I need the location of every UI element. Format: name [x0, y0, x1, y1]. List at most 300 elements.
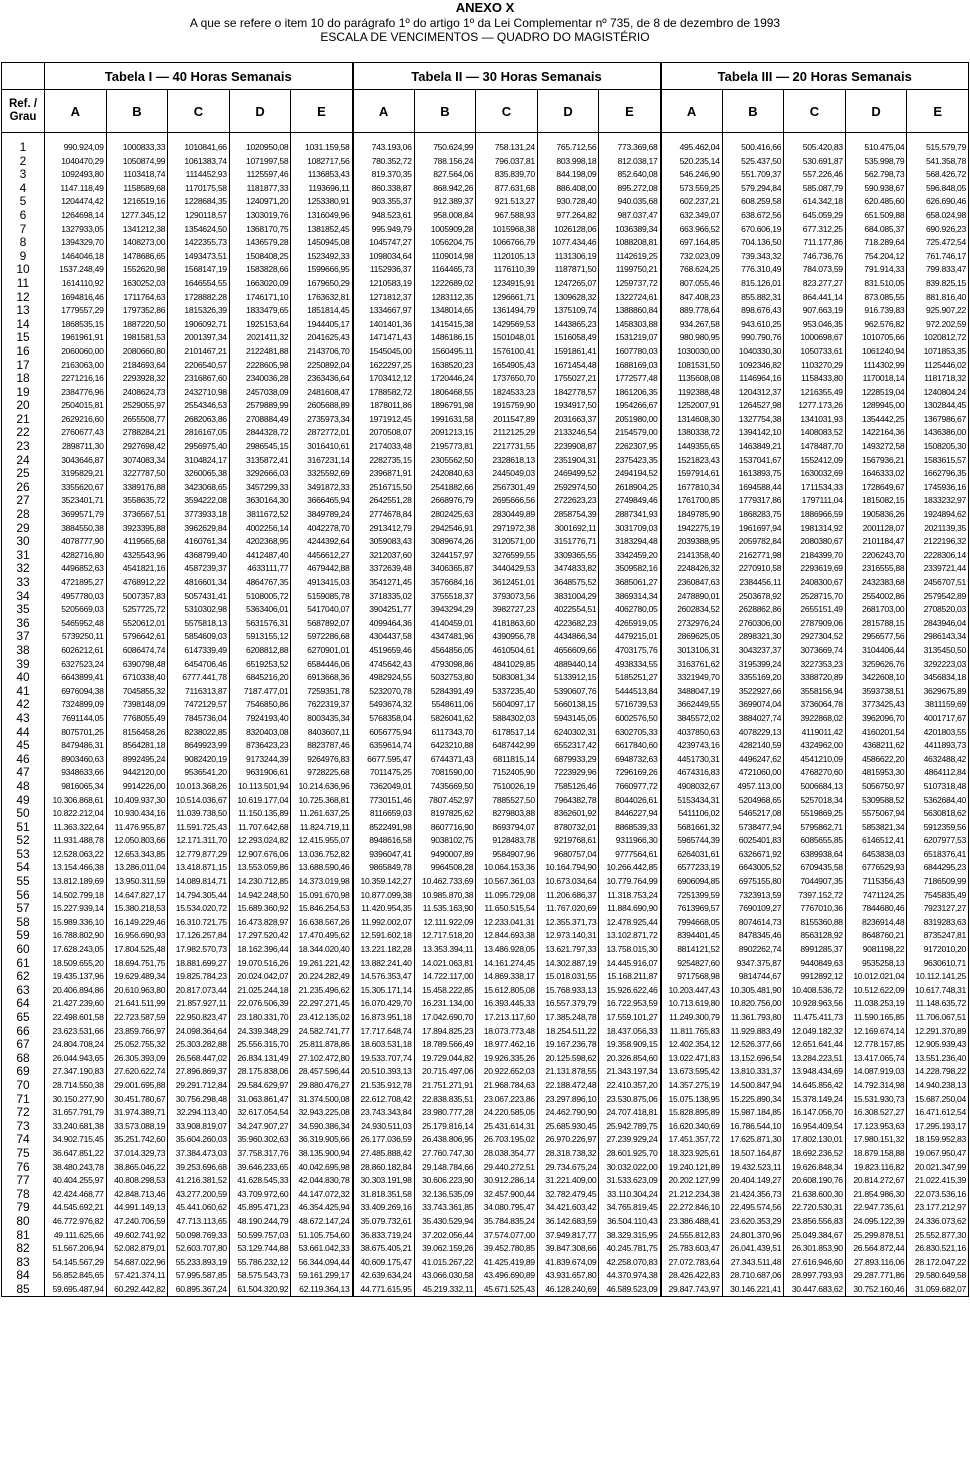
salary-cell: 4434866,34 — [537, 630, 599, 644]
salary-cell: 5738477,94 — [722, 821, 784, 835]
group-header-tabela-1: Tabela I — 40 Horas Semanais — [45, 63, 353, 90]
salary-cell: 10.877.099,38 — [353, 889, 415, 903]
salary-cell: 2101467,21 — [168, 345, 230, 359]
grade-cell: 19 — [2, 386, 45, 400]
salary-cell: 23.623.531,66 — [45, 1025, 107, 1039]
salary-cell: 29.734.675,24 — [537, 1161, 599, 1175]
grade-cell: 58 — [2, 916, 45, 930]
salary-cell: 3831004,29 — [537, 590, 599, 604]
grade-cell: 60 — [2, 943, 45, 957]
salary-cell: 4768270,60 — [784, 766, 846, 780]
salary-cell: 1906092,71 — [168, 318, 230, 332]
grade-cell: 6 — [2, 209, 45, 223]
salary-cell: 1471471,43 — [353, 331, 415, 345]
salary-cell: 49.111.625,66 — [45, 1229, 107, 1243]
salary-cell: 4982924,55 — [353, 671, 415, 685]
salary-cell: 1638520,23 — [414, 359, 476, 373]
column-header: D — [845, 90, 907, 133]
salary-cell: 54.145.567,29 — [45, 1256, 107, 1270]
salary-cell: 28.426.422,83 — [661, 1269, 723, 1283]
salary-cell: 60.895.367,24 — [168, 1283, 230, 1297]
salary-cell: 8394401,45 — [661, 929, 723, 943]
salary-cell: 3423068,65 — [168, 481, 230, 495]
grade-cell: 22 — [2, 426, 45, 440]
salary-cell: 2080380,67 — [784, 535, 846, 549]
salary-cell: 33.743.361,85 — [414, 1201, 476, 1215]
salary-cell: 847.408,23 — [661, 291, 723, 305]
grade-cell: 50 — [2, 807, 45, 821]
salary-cell: 1797111,04 — [784, 494, 846, 508]
salary-cell: 30.606.223,90 — [414, 1174, 476, 1188]
salary-cell: 10.822.212,04 — [45, 807, 107, 821]
salary-cell: 3793073,56 — [476, 590, 538, 604]
salary-cell: 768.624,25 — [661, 263, 723, 277]
salary-cell: 2898321,30 — [722, 630, 784, 644]
salary-cell: 8564281,18 — [106, 739, 168, 753]
column-header: D — [537, 90, 599, 133]
table-row — [2, 133, 969, 155]
salary-cell: 34.765.819,45 — [599, 1201, 661, 1215]
salary-cell: 3074083,34 — [106, 454, 168, 468]
salary-cell: 45.441.060,62 — [168, 1201, 230, 1215]
salary-cell: 1991631,58 — [414, 413, 476, 427]
salary-cell: 9865849,78 — [353, 861, 415, 875]
salary-cell: 11.476.955,87 — [106, 821, 168, 835]
grade-cell: 32 — [2, 562, 45, 576]
salary-cell: 22.950.823,47 — [168, 1011, 230, 1025]
salary-cell: 1552620,98 — [106, 263, 168, 277]
salary-cell: 1289945,00 — [845, 399, 907, 413]
salary-cell: 2051980,00 — [599, 413, 661, 427]
salary-cell: 40.404.255,97 — [45, 1174, 107, 1188]
salary-cell: 30.150.277,90 — [45, 1093, 107, 1107]
salary-cell: 21.638.600,30 — [784, 1188, 846, 1202]
salary-cell: 12.526.377,66 — [722, 1038, 784, 1052]
salary-cell: 1388860,84 — [599, 304, 661, 318]
salary-cell: 5337235,40 — [476, 685, 538, 699]
salary-cell: 7296169,26 — [599, 766, 661, 780]
salary-cell: 10.164.794,90 — [537, 861, 599, 875]
salary-cell: 7994668,05 — [661, 916, 723, 930]
salary-cell: 4721895,27 — [45, 576, 107, 590]
salary-cell: 8362601,92 — [537, 807, 599, 821]
salary-cell: 44.370.974,38 — [599, 1269, 661, 1283]
salary-cell: 4001717,67 — [907, 712, 969, 726]
column-header: C — [168, 90, 230, 133]
salary-cell: 5854609,03 — [168, 630, 230, 644]
column-header: C — [476, 90, 538, 133]
salary-cell: 1253380,91 — [291, 195, 353, 209]
salary-cell: 5232070,78 — [353, 685, 415, 699]
salary-cell: 510.475,04 — [845, 133, 907, 155]
salary-cell: 12.717.518,20 — [414, 929, 476, 943]
salary-cell: 4140459,01 — [414, 617, 476, 631]
salary-cell: 24.582.741,77 — [291, 1025, 353, 1039]
salary-cell: 903.355,37 — [353, 195, 415, 209]
salary-cell: 16.070.429,70 — [353, 997, 415, 1011]
salary-cell: 21.857.927,11 — [168, 997, 230, 1011]
salary-cell: 4160201,54 — [845, 726, 907, 740]
salary-cell: 697.164,85 — [661, 236, 723, 250]
grade-cell: 14 — [2, 318, 45, 332]
salary-cell: 19.823.116,82 — [845, 1161, 907, 1175]
table-row — [2, 1052, 969, 1066]
grade-cell: 37 — [2, 630, 45, 644]
grade-cell: 29 — [2, 522, 45, 536]
salary-cell: 4957780,03 — [45, 590, 107, 604]
column-header: E — [599, 90, 661, 133]
grade-cell: 59 — [2, 929, 45, 943]
salary-cell: 8736423,23 — [229, 739, 291, 753]
salary-cell: 25.049.384,67 — [784, 1229, 846, 1243]
column-header: D — [229, 90, 291, 133]
salary-cell: 5943145,05 — [537, 712, 599, 726]
salary-cell: 6577233,19 — [661, 861, 723, 875]
salary-cell: 25.179.816,14 — [414, 1120, 476, 1134]
salary-cell: 5826041,62 — [414, 712, 476, 726]
salary-cell: 2408300,67 — [784, 576, 846, 590]
salary-cell: 1045747,27 — [353, 236, 415, 250]
salary-cell: 827.564,06 — [414, 168, 476, 182]
salary-cell: 4519659,46 — [353, 644, 415, 658]
salary-cell: 2112125,29 — [476, 426, 538, 440]
salary-cell: 11.363.322,64 — [45, 821, 107, 835]
salary-cell: 15.018.031,55 — [537, 970, 599, 984]
salary-cell: 684.085,37 — [845, 223, 907, 237]
salary-cell: 2059782,84 — [722, 535, 784, 549]
salary-cell: 10.203.447,43 — [661, 984, 723, 998]
grade-cell: 63 — [2, 984, 45, 998]
salary-cell: 46.354.425,94 — [291, 1201, 353, 1215]
salary-cell: 3259626,76 — [845, 658, 907, 672]
salary-cell: 1944405,17 — [291, 318, 353, 332]
salary-cell: 2986545,15 — [229, 440, 291, 454]
salary-cell: 3104824,17 — [168, 454, 230, 468]
salary-cell: 3372639,48 — [353, 562, 415, 576]
salary-cell: 6026212,61 — [45, 644, 107, 658]
salary-cell: 16.873.951,18 — [353, 1011, 415, 1025]
salary-cell: 6240302,31 — [537, 726, 599, 740]
salary-cell: 1216519,16 — [106, 195, 168, 209]
salary-cell: 602.237,21 — [661, 195, 723, 209]
salary-cell: 17.470.495,62 — [291, 929, 353, 943]
salary-cell: 13.417.065,74 — [845, 1052, 907, 1066]
salary-cell: 3309365,55 — [537, 549, 599, 563]
salary-cell: 17.894.825,23 — [414, 1025, 476, 1039]
salary-cell: 2340036,28 — [229, 372, 291, 386]
salary-cell: 45.895.471,23 — [229, 1201, 291, 1215]
salary-cell: 45.219.332,11 — [414, 1283, 476, 1297]
table-row — [2, 318, 969, 332]
salary-cell: 2760677,43 — [45, 426, 107, 440]
salary-cell: 47.713.113,65 — [168, 1215, 230, 1229]
salary-cell: 2091213,15 — [414, 426, 476, 440]
salary-cell: 1061383,74 — [168, 155, 230, 169]
salary-cell: 5363406,01 — [229, 603, 291, 617]
annex-subtitle: A que se refere o item 10 do parágrafo 1º do artigo 1º da Lei Complementar nº 735, de 8 de dezembro de 1993 — [189, 15, 781, 30]
grade-cell: 9 — [2, 250, 45, 264]
salary-cell: 11.992.002,07 — [353, 916, 415, 930]
salary-cell: 7545835,49 — [907, 889, 969, 903]
salary-cell: 12.171.311,70 — [168, 834, 230, 848]
salary-cell: 1077.434,46 — [537, 236, 599, 250]
salary-cell: 6744371,43 — [414, 753, 476, 767]
salary-cell: 18.437.056,33 — [599, 1025, 661, 1039]
salary-cell: 1531219,07 — [599, 331, 661, 345]
salary-cell: 2162771,98 — [722, 549, 784, 563]
salary-cell: 2363436,64 — [291, 372, 353, 386]
salary-cell: 1380338,72 — [661, 426, 723, 440]
salary-cell: 1737650,70 — [476, 372, 538, 386]
salary-cell: 22.612.708,42 — [353, 1093, 415, 1107]
salary-cell: 1429569,53 — [476, 318, 538, 332]
grade-cell: 25 — [2, 467, 45, 481]
salary-cell: 21.212.234,38 — [661, 1188, 723, 1202]
salary-cell: 19.626.848,34 — [784, 1161, 846, 1175]
salary-cell: 47.240.706,59 — [106, 1215, 168, 1229]
salary-cell: 18.073.773,48 — [476, 1025, 538, 1039]
salary-cell: 2618904,25 — [599, 481, 661, 495]
salary-cell: 1886966,59 — [784, 508, 846, 522]
salary-cell: 799.833,47 — [907, 263, 969, 277]
salary-cell: 17.628.243,05 — [45, 943, 107, 957]
salary-cell: 25.052.755,32 — [106, 1038, 168, 1052]
salary-cell: 6710338,40 — [106, 671, 168, 685]
table-row — [2, 780, 969, 794]
salary-cell: 2432710,98 — [168, 386, 230, 400]
salary-cell: 5007357,83 — [106, 590, 168, 604]
salary-cell: 2872772,01 — [291, 426, 353, 440]
salary-cell: 16.620.340,69 — [661, 1120, 723, 1134]
salary-cell: 1833479,65 — [229, 304, 291, 318]
salary-cell: 2579542,89 — [907, 590, 969, 604]
salary-cell: 6552317,42 — [537, 739, 599, 753]
salary-cell: 2504015,81 — [45, 399, 107, 413]
salary-cell: 13.673.595,42 — [661, 1065, 723, 1079]
salary-cell: 2942546,91 — [414, 522, 476, 536]
salary-cell: 15.378.149,24 — [784, 1093, 846, 1107]
salary-cell: 1981314,92 — [784, 522, 846, 536]
salary-cell: 31.974.389,71 — [106, 1106, 168, 1120]
salary-cell: 3013106,31 — [661, 644, 723, 658]
salary-cell: 6025401,83 — [722, 834, 784, 848]
salary-cell: 2122481,88 — [229, 345, 291, 359]
salary-cell: 16.557.379,79 — [537, 997, 599, 1011]
salary-cell: 3773425,43 — [845, 698, 907, 712]
salary-cell: 8693794,07 — [476, 821, 538, 835]
salary-cell: 2760306,00 — [722, 617, 784, 631]
salary-cell: 8320403,08 — [229, 726, 291, 740]
grade-cell: 39 — [2, 658, 45, 672]
salary-cell: 18.879.158,88 — [845, 1147, 907, 1161]
salary-cell: 42.639.634,24 — [353, 1269, 415, 1283]
salary-cell: 2541882,66 — [414, 481, 476, 495]
salary-cell: 6207977,53 — [907, 834, 969, 848]
salary-cell: 44.991.149,13 — [106, 1201, 168, 1215]
grade-cell: 15 — [2, 331, 45, 345]
table-row — [2, 1256, 969, 1270]
salary-cell: 1597914,61 — [661, 467, 723, 481]
salary-cell: 690.926,23 — [907, 223, 969, 237]
table-row — [2, 277, 969, 291]
salary-cell: 16.308.527,27 — [845, 1106, 907, 1120]
salary-cell: 1264698,14 — [45, 209, 107, 223]
salary-cell: 7510026,19 — [476, 780, 538, 794]
salary-cell: 2239908,87 — [537, 440, 599, 454]
table-row — [2, 250, 969, 264]
salary-cell: 750.624,99 — [414, 133, 476, 155]
salary-cell: 3662449,55 — [661, 698, 723, 712]
salary-cell: 5362684,40 — [907, 794, 969, 808]
salary-cell: 18.162.396,44 — [229, 943, 291, 957]
salary-cell: 26.830.521,16 — [907, 1242, 969, 1256]
salary-cell: 3869314,34 — [599, 590, 661, 604]
salary-cell: 6326671,92 — [722, 848, 784, 862]
salary-cell: 2681703,00 — [845, 603, 907, 617]
salary-cell: 9728225,68 — [291, 766, 353, 780]
salary-cell: 18.977.462,16 — [476, 1038, 538, 1052]
salary-cell: 1815326,39 — [168, 304, 230, 318]
salary-cell: 4587239,37 — [168, 562, 230, 576]
salary-cell: 758.131,24 — [476, 133, 538, 155]
table-row — [2, 1038, 969, 1052]
salary-cell: 4282716,80 — [45, 549, 107, 563]
salary-cell: 39.847.308,66 — [537, 1242, 599, 1256]
salary-cell: 20.021.347,99 — [907, 1161, 969, 1175]
salary-cell: 21.427.239,60 — [45, 997, 107, 1011]
salary-cell: 1694816,46 — [45, 291, 107, 305]
salary-cell: 9348633,66 — [45, 766, 107, 780]
salary-cell: 28.601.925,70 — [599, 1147, 661, 1161]
salary-cell: 1247265,07 — [537, 277, 599, 291]
salary-cell: 579.294,84 — [722, 182, 784, 196]
salary-cell: 651.509,88 — [845, 209, 907, 223]
salary-cell: 13.812.189,69 — [45, 875, 107, 889]
salary-cell: 990.790,76 — [722, 331, 784, 345]
salary-cell: 1216355,49 — [784, 386, 846, 400]
salary-cell: 1071853,35 — [907, 345, 969, 359]
salary-cell: 1703412,12 — [353, 372, 415, 386]
salary-cell: 873.085,55 — [845, 291, 907, 305]
salary-cell: 18.789.566,49 — [414, 1038, 476, 1052]
salary-cell: 28.318.738,32 — [537, 1147, 599, 1161]
salary-cell: 1240804,24 — [907, 386, 969, 400]
salary-cell: 6085655,85 — [784, 834, 846, 848]
salary-cell: 53.661.042,33 — [291, 1242, 353, 1256]
salary-cell: 4889440,14 — [537, 658, 599, 672]
salary-cell: 50.098.769,33 — [168, 1229, 230, 1243]
salary-cell: 2432383,68 — [845, 576, 907, 590]
salary-cell: 24.555.812,83 — [661, 1229, 723, 1243]
grade-cell: 73 — [2, 1120, 45, 1134]
salary-cell: 10.567.361,03 — [476, 875, 538, 889]
table-row — [2, 739, 969, 753]
salary-cell: 57.995.587,85 — [168, 1269, 230, 1283]
salary-cell: 14.500.847,94 — [722, 1079, 784, 1093]
table-row — [2, 1120, 969, 1134]
salary-cell: 4703175,76 — [599, 644, 661, 658]
grade-cell: 43 — [2, 712, 45, 726]
table-row — [2, 454, 969, 468]
salary-cell: 23.620.353,29 — [722, 1215, 784, 1229]
salary-cell: 1040330,30 — [722, 345, 784, 359]
salary-cell: 1576100,41 — [476, 345, 538, 359]
grade-cell: 42 — [2, 698, 45, 712]
grade-cell: 80 — [2, 1215, 45, 1229]
salary-cell: 1763632,81 — [291, 291, 353, 305]
salary-cell: 568.426,72 — [907, 168, 969, 182]
salary-cell: 2869625,05 — [661, 630, 723, 644]
salary-cell: 596.848,05 — [907, 182, 969, 196]
salary-cell: 21.424.356,73 — [722, 1188, 784, 1202]
salary-cell: 3104406,44 — [845, 644, 907, 658]
salary-cell: 14.087.919,03 — [845, 1065, 907, 1079]
salary-cell: 9172010,20 — [907, 943, 969, 957]
salary-cell: 42.424.468,77 — [45, 1188, 107, 1202]
salary-cell: 28.860.182,84 — [353, 1161, 415, 1175]
salary-cell: 1210583,19 — [353, 277, 415, 291]
salary-cell: 831.510,05 — [845, 277, 907, 291]
salary-cell: 1158433,80 — [784, 372, 846, 386]
salary-cell: 16.638.567,26 — [291, 916, 353, 930]
salary-cell: 9347.375,87 — [722, 957, 784, 971]
salary-cell: 13.102.871,72 — [599, 929, 661, 943]
salary-cell: 28.457.596,44 — [291, 1065, 353, 1079]
salary-cell: 1136853,43 — [291, 168, 353, 182]
salary-cell: 27.239.929,24 — [599, 1133, 661, 1147]
salary-cell: 4078777,90 — [45, 535, 107, 549]
salary-cell: 535.998,79 — [845, 155, 907, 169]
salary-cell: 13.948.434,69 — [784, 1065, 846, 1079]
grade-cell: 18 — [2, 372, 45, 386]
salary-cell: 1436386,00 — [907, 426, 969, 440]
salary-cell: 5310302,98 — [168, 603, 230, 617]
table-row — [2, 291, 969, 305]
salary-cell: 2554346,53 — [168, 399, 230, 413]
salary-cell: 24.095.122,39 — [845, 1215, 907, 1229]
salary-cell: 7223929,96 — [537, 766, 599, 780]
salary-cell: 5465217,08 — [722, 807, 784, 821]
salary-cell: 17.625.871,30 — [722, 1133, 784, 1147]
salary-cell: 23.743.343,84 — [353, 1106, 415, 1120]
salary-cell: 13.284.223,51 — [784, 1052, 846, 1066]
salary-cell: 7045855,32 — [106, 685, 168, 699]
salary-cell: 8479486,31 — [45, 739, 107, 753]
salary-cell: 5972286,68 — [291, 630, 353, 644]
salary-cell: 925.907,22 — [907, 304, 969, 318]
salary-cell: 22.073.536,16 — [907, 1188, 969, 1202]
salary-cell: 10.462.733,69 — [414, 875, 476, 889]
salary-cell: 9912892,12 — [784, 970, 846, 984]
salary-cell: 23.530.875,06 — [599, 1093, 661, 1107]
salary-cell: 2956577,56 — [845, 630, 907, 644]
salary-cell: 2141358,40 — [661, 549, 723, 563]
salary-cell: 12.293.024,82 — [229, 834, 291, 848]
table-row — [2, 576, 969, 590]
salary-cell: 852.640,08 — [599, 168, 661, 182]
salary-cell: 11.206.686,37 — [537, 889, 599, 903]
salary-cell: 29.287.771,86 — [845, 1269, 907, 1283]
grade-cell: 34 — [2, 590, 45, 604]
salary-cell: 31.059.682,07 — [907, 1283, 969, 1297]
salary-cell: 55.233.893,19 — [168, 1256, 230, 1270]
salary-cell: 5032753,80 — [414, 671, 476, 685]
table-row — [2, 1283, 969, 1297]
salary-cell: 11.767.020,69 — [537, 902, 599, 916]
salary-cell: 515.579,79 — [907, 133, 969, 155]
salary-cell: 2384776,96 — [45, 386, 107, 400]
salary-cell: 3718335,02 — [353, 590, 415, 604]
